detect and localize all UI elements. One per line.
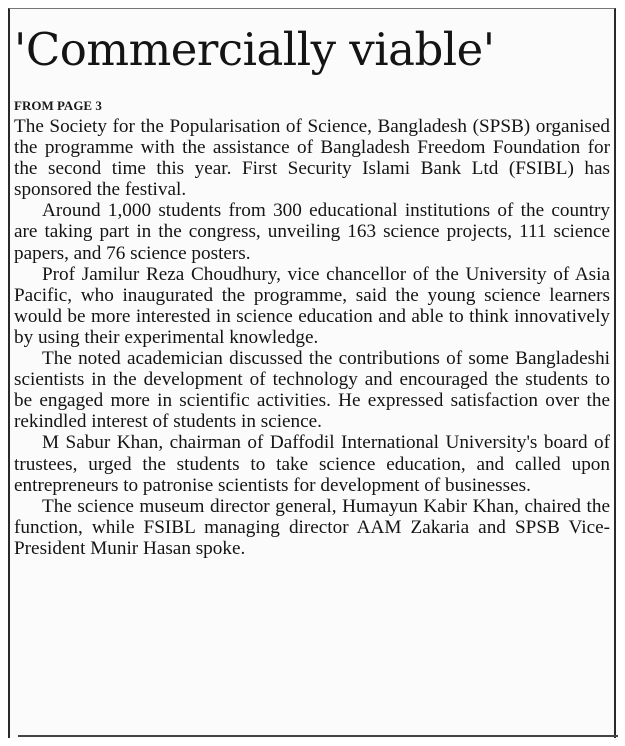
paragraph-2: Around 1,000 students from 300 educational institutions of the country are taking part in the congress, unveiling 163 science projects, 111 science papers, and 76 science posters.	[14, 200, 610, 264]
paragraph-1: The Society for the Popularisation of Science, Bangladesh (SPSB) organised the programme with the assistance of Bangladesh Freedom Foundation for the second time this year. First Security Islami Bank Ltd (FSIBL) has sponsored the festival.	[14, 116, 610, 201]
paragraph-6: The science museum director general, Humayun Kabir Khan, chaired the function, while FSIBL managing director AAM Zakaria and SPSB Vice-President Munir Hasan spoke.	[14, 495, 610, 559]
article-body	[14, 116, 610, 559]
headline: 'Commercially viable'	[14, 23, 495, 76]
paragraph-4: The noted academician discussed the contributions of some Bangladeshi scientists in the development of technology and encouraged the students to be engaged more in scientific activities. He expressed satisfaction over the rekindled interest of students in science.	[14, 348, 610, 433]
paragraph-3: Prof Jamilur Reza Choudhury, vice chancellor of the University of Asia Pacific, who inaugurated the programme, said the young science learners would be more interested in science education and able to think innovatively by using their experimental knowledge.	[14, 263, 610, 348]
paragraph-5: M Sabur Khan, chairman of Daffodil International University's board of trustees, urged the students to take science education, and called upon entrepreneurs to patronise scientists for development of businesses.	[14, 432, 610, 496]
bottom-divider	[18, 735, 618, 737]
jump-line: FROM PAGE 3	[14, 98, 102, 113]
